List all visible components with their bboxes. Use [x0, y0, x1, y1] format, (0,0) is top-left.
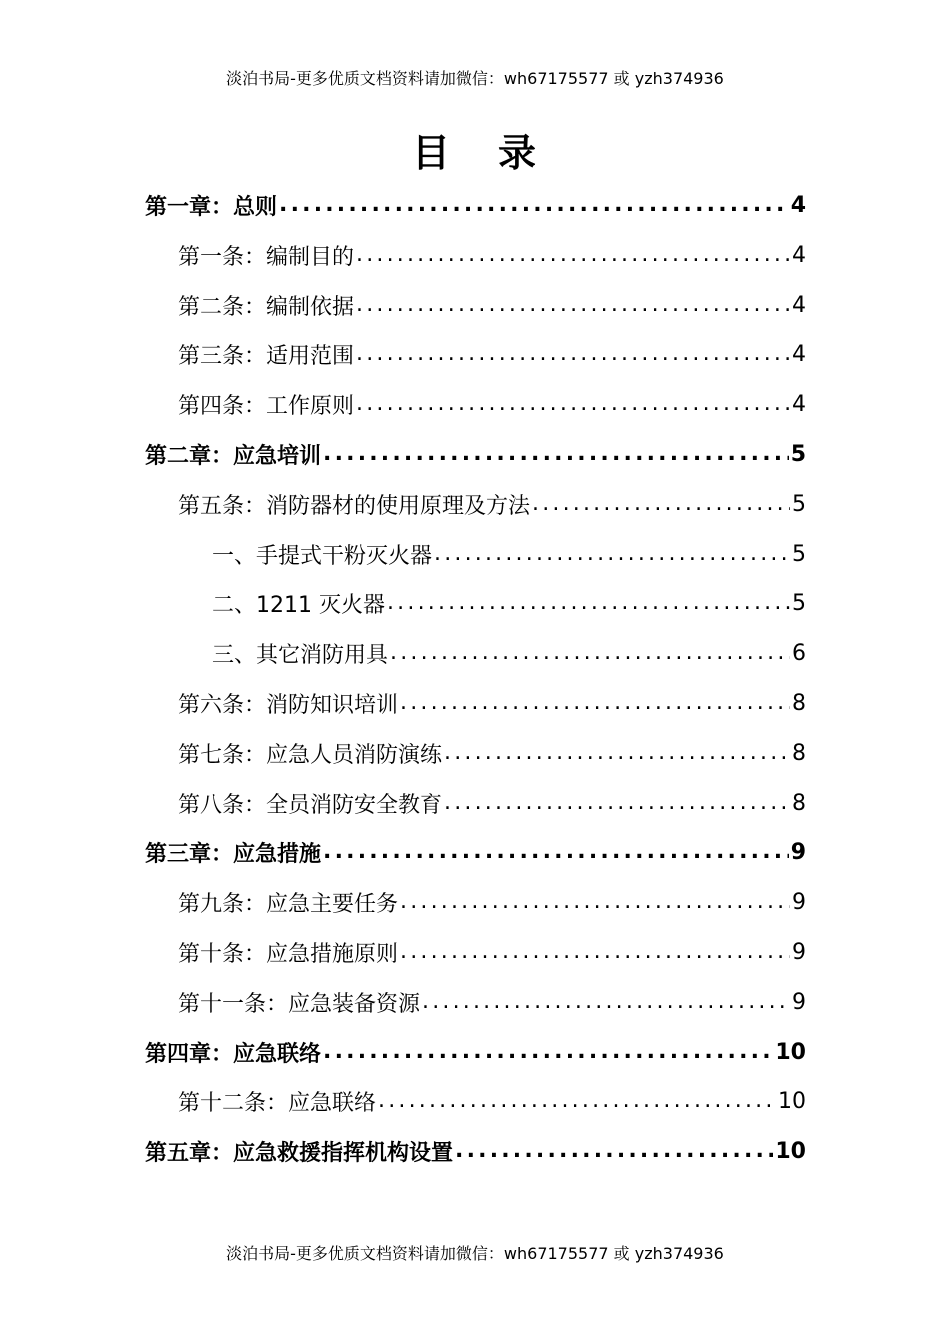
toc-entry-page-number: 8 — [792, 740, 806, 766]
toc-entry-page-number: 5 — [792, 541, 806, 567]
toc-dot-leader — [400, 941, 790, 963]
toc-entry[interactable] — [0, 230, 950, 280]
toc-entry-label: 第四条：工作原则 — [178, 393, 355, 419]
toc-entry-page-number: 5 — [792, 491, 806, 517]
toc-entry-page-number: 8 — [792, 790, 806, 816]
toc-dot-leader — [356, 343, 790, 365]
toc-dot-leader — [378, 1090, 776, 1112]
toc-entry[interactable] — [0, 827, 950, 877]
toc-entry[interactable] — [0, 678, 950, 728]
toc-entry[interactable] — [0, 1076, 950, 1126]
toc-dot-leader — [323, 841, 789, 863]
toc-entry-page-number: 8 — [792, 690, 806, 716]
toc-entry-label: 第二章：应急培训 — [145, 443, 322, 469]
toc-entry[interactable] — [0, 280, 950, 330]
toc-dot-leader — [444, 792, 790, 814]
toc-entry-label: 第二条：编制依据 — [178, 294, 355, 320]
toc-entry[interactable] — [0, 1126, 950, 1176]
toc-entry[interactable] — [0, 180, 950, 230]
toc-entry-label: 第四章：应急联络 — [145, 1041, 322, 1067]
toc-entry-page-number: 9 — [790, 839, 806, 865]
toc-entry-label: 第八条：全员消防安全教育 — [178, 792, 443, 818]
toc-entry[interactable] — [0, 329, 950, 379]
toc-dot-leader — [422, 991, 790, 1013]
toc-entry-label: 一、手提式干粉灭火器 — [212, 543, 433, 569]
toc-entry-page-number: 5 — [790, 441, 806, 467]
toc-entry[interactable] — [0, 927, 950, 977]
page-header: 淡泊书局-更多优质文档资料请加微信：wh67175577 或 yzh374936 — [226, 69, 724, 88]
toc-entry-page-number: 9 — [792, 939, 806, 965]
toc-entry[interactable] — [0, 379, 950, 429]
toc-entry[interactable] — [0, 529, 950, 579]
toc-entry-label: 第五章：应急救援指挥机构设置 — [145, 1140, 454, 1166]
toc-entry-page-number: 10 — [778, 1088, 806, 1114]
toc-entry[interactable] — [0, 728, 950, 778]
toc-entry-label: 二、1211 灭火器 — [212, 592, 385, 618]
toc-entry-page-number: 10 — [775, 1138, 806, 1164]
toc-entry[interactable] — [0, 628, 950, 678]
toc-dot-leader — [455, 1140, 773, 1162]
toc-dot-leader — [356, 393, 790, 415]
toc-entry-page-number: 10 — [775, 1039, 806, 1065]
title-char-right: 录 — [498, 131, 539, 175]
toc-entry[interactable] — [0, 877, 950, 927]
toc-dot-leader — [356, 244, 790, 266]
toc-entry-page-number: 4 — [792, 391, 806, 417]
toc-entry[interactable] — [0, 977, 950, 1027]
toc-entry-label: 第六条：消防知识培训 — [178, 692, 399, 718]
toc-entry[interactable] — [0, 479, 950, 529]
toc-entry-page-number: 9 — [792, 989, 806, 1015]
toc-entry-label: 第一条：编制目的 — [178, 244, 355, 270]
title-char-left: 目 — [411, 131, 452, 175]
toc-dot-leader — [323, 1041, 773, 1063]
toc-dot-leader — [356, 294, 790, 316]
toc-entry-page-number: 6 — [792, 640, 806, 666]
toc-dot-leader — [434, 543, 790, 565]
toc-entry[interactable] — [0, 578, 950, 628]
toc-entry-label: 第七条：应急人员消防演练 — [178, 742, 443, 768]
toc-dot-leader — [390, 642, 790, 664]
toc-entry-label: 第五条：消防器材的使用原理及方法 — [178, 493, 531, 519]
toc-entry-page-number: 9 — [792, 889, 806, 915]
toc-entry-page-number: 4 — [792, 242, 806, 268]
toc-entry-page-number: 5 — [792, 590, 806, 616]
toc-entry-label: 第三条：适用范围 — [178, 343, 355, 369]
toc-entry[interactable] — [0, 429, 950, 479]
toc-entry-page-number: 4 — [792, 292, 806, 318]
page-footer: 淡泊书局-更多优质文档资料请加微信：wh67175577 或 yzh374936 — [226, 1244, 724, 1263]
toc-entry[interactable] — [0, 1027, 950, 1077]
toc-dot-leader — [400, 891, 790, 913]
toc-entry-label: 第一章：总则 — [145, 194, 278, 220]
toc-dot-leader — [279, 194, 789, 216]
toc-entry-label: 三、其它消防用具 — [212, 642, 389, 668]
toc-entry-label: 第十一条：应急装备资源 — [178, 991, 421, 1017]
toc-dot-leader — [400, 692, 790, 714]
toc-dot-leader — [387, 592, 790, 614]
toc-entry-label: 第十条：应急措施原则 — [178, 941, 399, 967]
toc-entry[interactable] — [0, 778, 950, 828]
toc-dot-leader — [323, 443, 789, 465]
toc-entry-label: 第三章：应急措施 — [145, 841, 322, 867]
toc-entry-label: 第九条：应急主要任务 — [178, 891, 399, 917]
toc-dot-leader — [444, 742, 790, 764]
toc-dot-leader — [532, 493, 790, 515]
toc-entry-label: 第十二条：应急联络 — [178, 1090, 377, 1116]
page-title — [0, 128, 950, 178]
toc-entry-page-number: 4 — [792, 341, 806, 367]
toc-entry-page-number: 4 — [790, 192, 806, 218]
